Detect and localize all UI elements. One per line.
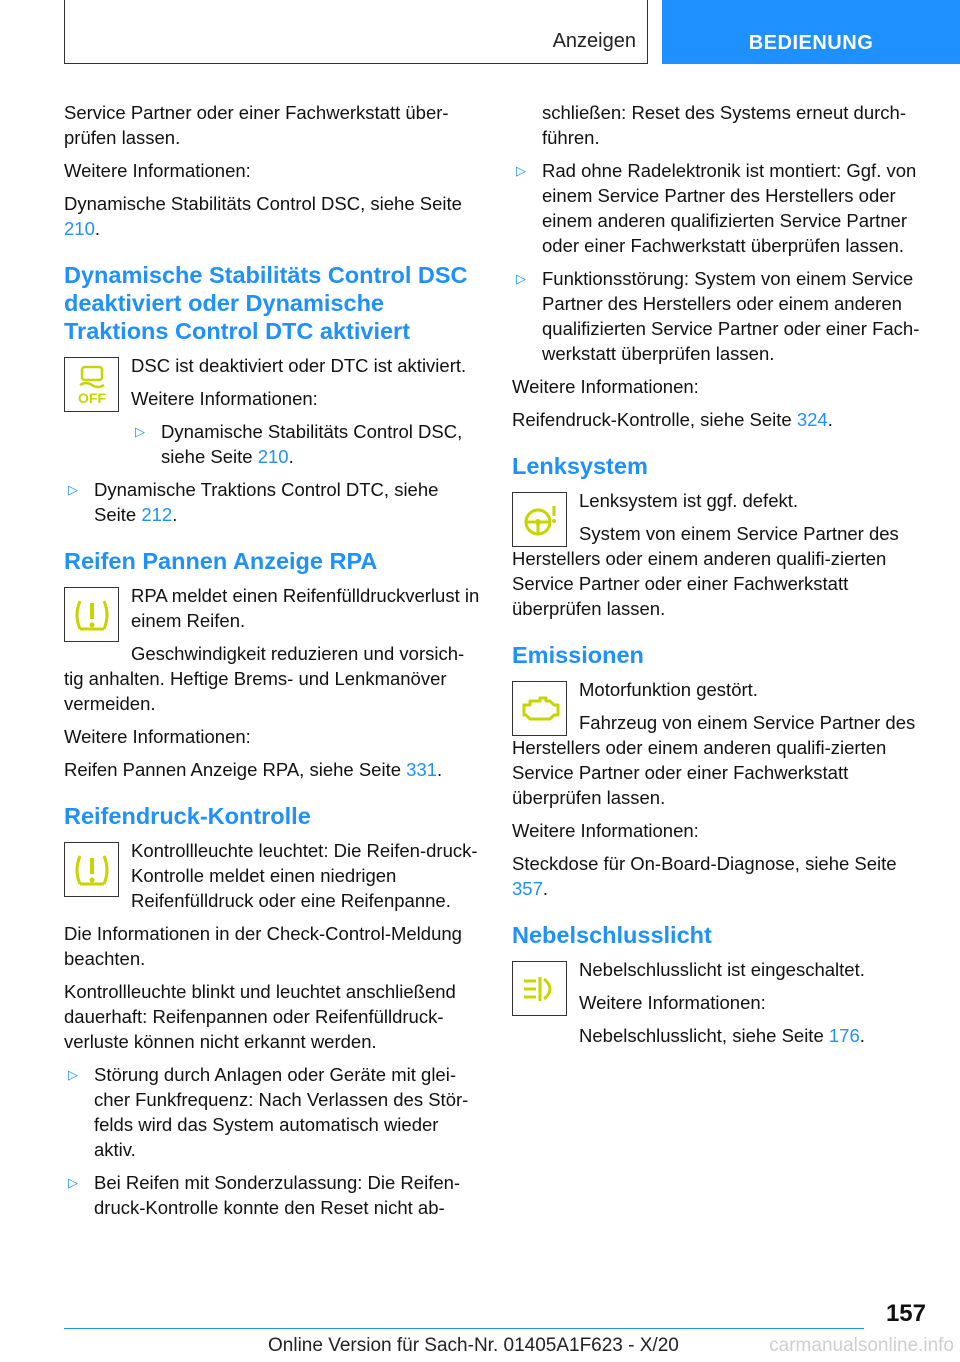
rdk-text-2: Die Informationen in der Check-Control-Meldung beachten. [64,923,462,969]
rdk-info-label: Weitere Informationen: [512,376,699,397]
heading-rdk: Reifendruck-Kontrolle [64,803,311,829]
list-item: ▷ Bei Reifen mit Sonderzulassung: Die Reifen‐druck-Kontrolle konnte den Reset nicht ab‐ [64,1170,480,1220]
tire-pressure-warning-icon [64,842,119,897]
intro-info-label: Weitere Informationen: [64,160,251,181]
emis-text-2: Fahrzeug von einem Service Partner des Herstellers oder einem anderen qualifi‐zierten Service Partner oder einer Fachwerkstatt überprüfen lassen. [512,712,916,808]
emis-ref: Steckdose für On-Board-Diagnose, siehe Seite 357. [512,853,897,899]
heading-nebel: Nebelschlusslicht [512,922,712,948]
watermark: carmanualsonline.info [769,1335,954,1356]
lenk-text: Lenksystem ist ggf. defekt. [579,490,799,511]
engine-icon [512,681,567,736]
nebel-ref: Nebelschlusslicht, siehe Seite 176. [579,1025,865,1046]
header-section: Anzeigen [552,30,636,52]
section-emis [512,677,928,810]
section-dsc [64,353,480,469]
rdk-text-3: Kontrollleuchte blinkt und leuchtet anschließend dauerhaft: Reifenpannen oder Reifenfülldruck‐verluste können nicht erkannt werden. [64,981,456,1052]
rpa-info-label: Weitere Informationen: [64,726,251,747]
page-number: 157 [885,1300,926,1327]
list-item: ▷ Dynamische Stabilitäts Control DSC, siehe Seite 210. [131,419,480,469]
heading-dsc: Dynamische Stabilitäts Control DSC deaktiviert oder Dynamische Traktions Control DTC aktiviert [64,262,468,344]
footer-online-version: Online Version für Sach-Nr. 01405A1F623 - X/20 [268,1335,679,1356]
page-link[interactable]: 331 [406,759,438,780]
nebel-info-label: Weitere Informationen: [579,992,766,1013]
page-link[interactable]: 212 [141,504,173,525]
page-link[interactable]: 210 [64,218,95,239]
list-item: ▷ Funktionsstörung: System von einem Service Partner des Herstellers oder einem anderen qualifizierten Service Partner oder einer Fach‐werkstatt überprüfen lassen. [512,266,928,366]
page-link[interactable]: 176 [828,1025,860,1046]
heading-lenk: Lenksystem [512,453,648,479]
list-item: ▷ Störung durch Anlagen oder Geräte mit glei‐cher Funkfrequenz: Nach Verlassen des Stör‐felds wird das System automatisch wieder aktiv. [64,1062,480,1162]
page-link[interactable]: 210 [257,446,289,467]
right-column [512,100,928,1056]
nebel-text: Nebelschlusslicht ist eingeschaltet. [579,959,865,980]
intro-ref: Dynamische Stabilitäts Control DSC, siehe Seite 210. [64,193,462,239]
page-link[interactable]: 357 [512,878,543,899]
dsc-off-icon [64,357,119,412]
section-rpa [64,583,480,716]
rdk-ref: Reifendruck-Kontrolle, siehe Seite 324. [512,409,833,430]
section-lenk [512,488,928,621]
rpa-text-2: Geschwindigkeit reduzieren und vorsich‐tig anhalten. Heftige Brems- und Lenkmanöver vermeiden. [64,643,465,714]
footer-divider [64,1328,864,1329]
intro-text: Service Partner oder einer Fachwerkstatt über‐prüfen lassen. [64,102,449,148]
svg-text:OFF: OFF [77,389,106,406]
emis-text: Motorfunktion gestört. [579,679,758,700]
emis-info-label: Weitere Informationen: [512,820,699,841]
rpa-text: RPA meldet einen Reifenfülldruckverlust in einem Reifen. [131,585,480,631]
lenk-text-2: System von einem Service Partner des Herstellers oder einem anderen qualifi‐zierten Service Partner oder einer Fachwerkstatt überprüfen lassen. [512,523,899,619]
steering-warning-icon [512,492,567,547]
continued-text: schließen: Reset des Systems erneut durch‐führen. [542,102,906,148]
rdk-text: Kontrollleuchte leuchtet: Die Reifen‐druck-Kontrolle meldet einen niedrigen Reifenfülldruck oder eine Reifenpanne. [131,840,478,911]
tire-pressure-warning-icon [64,587,119,642]
section-rdk [64,838,480,913]
dsc-text: DSC ist deaktiviert oder DTC ist aktiviert. [131,355,467,376]
left-column [64,100,480,1228]
list-item: ▷ Dynamische Traktions Control DTC, siehe Seite 212. [64,477,480,527]
rpa-ref: Reifen Pannen Anzeige RPA, siehe Seite 331. [64,759,443,780]
dsc-info-label: Weitere Informationen: [131,388,318,409]
heading-rpa: Reifen Pannen Anzeige RPA [64,548,378,574]
header-chapter-tab[interactable]: BEDIENUNG [662,0,960,64]
page-link[interactable]: 324 [796,409,828,430]
section-nebel [512,957,928,1048]
heading-emis: Emissionen [512,642,644,668]
list-item: ▷ Rad ohne Radelektronik ist montiert: Ggf. von einem Service Partner des Herstellers oder einem anderen qualifizierten Service Partner oder einer Fachwerkstatt überprüfen lassen. [512,158,928,258]
rear-fog-light-icon [512,961,567,1016]
